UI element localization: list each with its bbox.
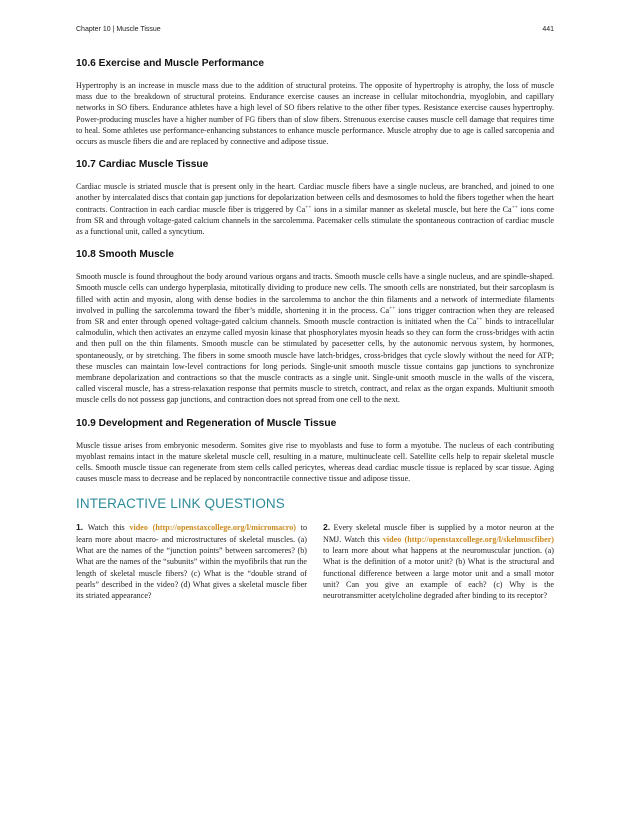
text-run: binds to intracellular calmodulin, which then activates an enzyme called myosin kinase that phosphorylates myosin heads so they can form the cross-bridges with actin and then pull on the thin filaments. Smooth muscle can be stimulated by pacesetter cells, by the autonomic nervous system, by hormones, spontaneously, or by stretching. The fibers in some smooth muscle have latch-bridges, cross-bridges that cycle slowly without the need for ATP; these muscles can maintain low-level contractions for long periods. Single-unit smooth muscle tissue contains gap junctions to synchronize membrane depolarization and contractions so that the muscle contracts as a single unit. Single-unit smooth muscle in the walls of the viscera, called visceral muscle, has a stress-relaxation response that permits muscle to stretch, contract, and relax as the organ expands. Multiunit smooth muscle cells do not possess gap junctions, and contraction does not spread from one cell to the next. xyxy=(76,317,554,405)
page-number: 441 xyxy=(542,26,554,33)
chapter-title: Chapter 10 | Muscle Tissue xyxy=(76,26,161,33)
superscript-charge: ++ xyxy=(511,203,518,210)
video-link-micromacro[interactable]: video (http://openstaxcollege.org/l/micromacro) xyxy=(129,523,296,533)
video-link-skelmuscfiber[interactable]: video (http://openstaxcollege.org/l/skelmuscfiber) xyxy=(382,534,554,544)
superscript-charge: ++ xyxy=(476,316,483,323)
superscript-charge: ++ xyxy=(305,203,312,210)
question-text xyxy=(76,522,307,601)
question-text xyxy=(323,522,554,601)
section-body-10-7 xyxy=(76,181,554,237)
question-number: 2. xyxy=(323,522,331,533)
section-heading-10-6: 10.6 Exercise and Muscle Performance xyxy=(76,58,265,69)
section-body-10-6: Hypertrophy is an increase in muscle mass due to the addition of structural proteins. The opposite of hypertrophy is atrophy, the loss of muscle mass due to the breakdown of structural proteins. Endurance exercise causes an increase in cellular mitochondria, myoglobin, and capillary networks in SO fibers. Endurance athletes have a high level of SO fibers relative to the other fiber types. Resistance exercise causes hypertrophy. Power-producing muscles have a higher number of FG fibers than of slow fibers. Strenuous exercise causes muscle cell damage that requires time to heal. Some athletes use performance-enhancing substances to enhance muscle performance. Muscle atrophy due to age is called sarcopenia and occurs as muscle fibers die and are replaced by connective and adipose tissue. xyxy=(76,81,554,147)
text-run: Cardiac muscle is striated muscle that is present only in the heart. Cardiac muscle fibers have a single nucleus, are branched, and joined to one another by intercalated discs that contain gap junctions for depolarization between cells and desmosomes to hold the fibers together when the heart contracts. Contraction in each cardiac muscle fiber is triggered by Ca xyxy=(76,182,554,214)
text-run: to learn more about macro- and microstructures of skeletal muscles. (a) What are the names of the “junction points” between sarcomeres? (b) What are the names of the “subunits” within the myofibrils that run the length of skeletal muscle fibers? (c) What is the “double strand of pearls” described in the video? (d) What gives a skeletal muscle fiber its striated appearance? xyxy=(76,523,307,601)
question-2 xyxy=(323,522,554,601)
question-1 xyxy=(76,522,307,601)
text-run: ions come from SR and through voltage-gated calcium channels in the sarcolemma. Pacemaker cells stimulate the spontaneous contraction of cardiac muscle as a functional unit, called a syncytium. xyxy=(76,204,554,237)
section-heading-10-9: 10.9 Development and Regeneration of Muscle Tissue xyxy=(76,417,337,429)
text-run: ions trigger contraction when they are released from SR and enter through opened voltage-gated calcium channels. Smooth muscle contraction is initiated when the Ca xyxy=(76,305,554,327)
section-body-10-9: Muscle tissue arises from embryonic mesoderm. Somites give rise to myoblasts and fuse to form a myotube. The nucleus of each contributing myoblast remains intact in the mature skeletal muscle cell, resulting in a mature, multinucleate cell. Satellite cells help to repair skeletal muscle cells. Smooth muscle tissue can regenerate from stem cells called pericytes, whereas dead cardiac muscle tissue is replaced by scar tissue. Aging causes muscle mass to decrease and be replaced by noncontractile connective tissue and adipose tissue. xyxy=(76,440,554,484)
main-content xyxy=(76,58,554,602)
section-heading-10-8: 10.8 Smooth Muscle xyxy=(76,249,174,261)
text-run: Every skeletal muscle fiber is supplied by a motor neuron at the NMJ. Watch this xyxy=(323,523,554,544)
superscript-charge: ++ xyxy=(389,305,396,312)
section-heading-10-7: 10.7 Cardiac Muscle Tissue xyxy=(76,159,209,171)
interactive-questions-heading: INTERACTIVE LINK QUESTIONS xyxy=(76,496,285,512)
text-run: to learn more about what happens at the neuromuscular junction. (a) What is the definition of a motor unit? (b) What is the structural and functional difference between a large motor unit and a small motor unit? Can you give an example of each? (c) Why is the neurotransmitter acetylcholine degraded after binding to its receptor? xyxy=(323,546,554,601)
section-body-10-8 xyxy=(76,271,554,405)
text-run: Watch this xyxy=(83,523,130,533)
questions-columns xyxy=(76,522,554,601)
text-run: Smooth muscle is found throughout the body around various organs and tracts. Smooth muscle cells have a single nucleus, and are spindle-shaped. Smooth muscle cells can undergo hyperplasia, mitotically dividing to produce new cells. The smooth cells are nonstriated, but their sarcoplasm is filled with actin and myosin, along with dense bodies in the sarcolemma to anchor the thin filaments and a network of intermediate filaments involved in pulling the sarcolemma toward the fiber’s middle, shortening it in the process. Ca xyxy=(76,272,554,315)
text-run: ions in a similar manner as skeletal muscle, but here the Ca xyxy=(311,204,512,214)
running-header xyxy=(76,26,554,33)
question-number: 1. xyxy=(76,522,84,533)
